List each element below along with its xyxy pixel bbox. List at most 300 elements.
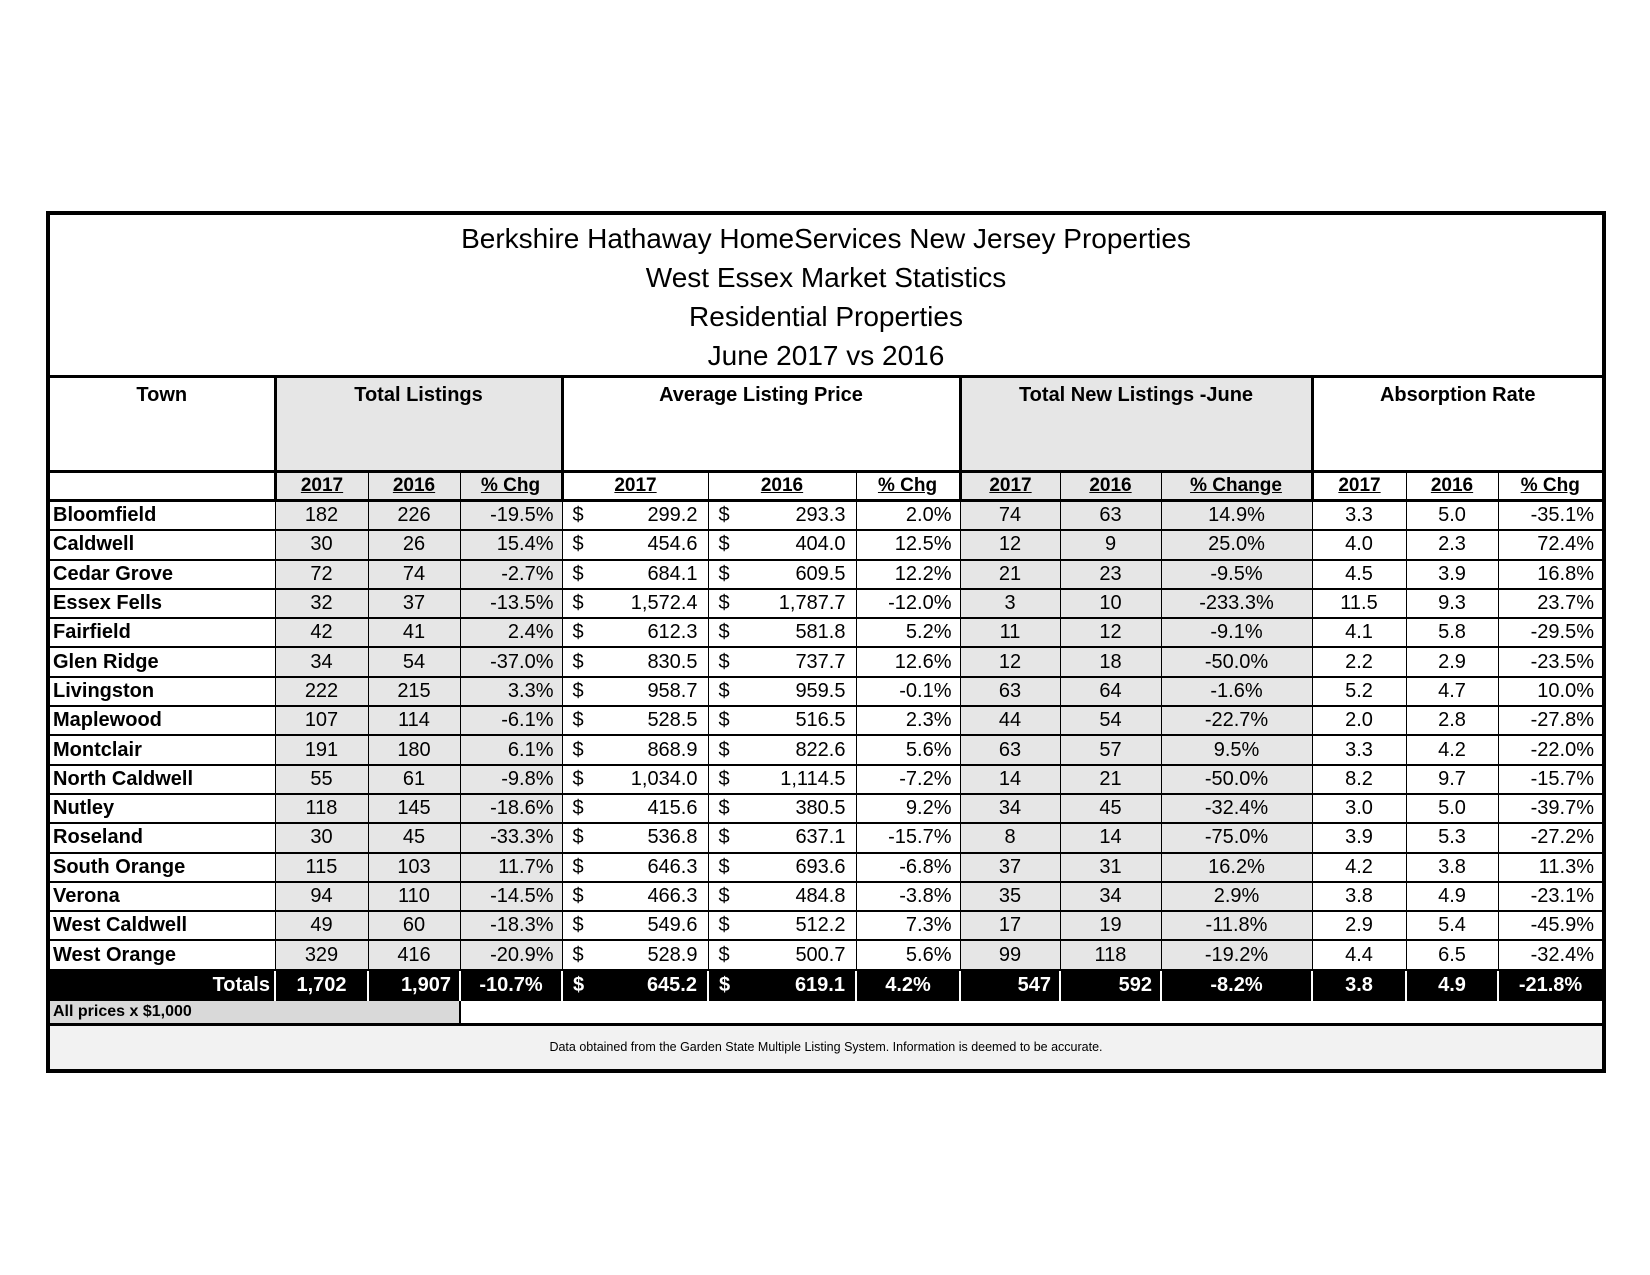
- absorption-2017: 3.9: [1312, 823, 1406, 852]
- table-row: [50, 911, 1602, 940]
- town-name: Verona: [50, 882, 275, 911]
- subheader-nl-2017: 2017: [960, 472, 1060, 501]
- absorption-chg: -22.0%: [1498, 735, 1602, 764]
- avg-price-2017-value: 958.7: [647, 679, 698, 702]
- table-row: [50, 735, 1602, 764]
- totals-tl-2017: 1,702: [275, 970, 368, 1001]
- absorption-2016: 9.7: [1406, 765, 1498, 794]
- avg-price-2017: [562, 618, 708, 647]
- avg-price-2016: [708, 501, 856, 531]
- total-listings-2016: 26: [368, 530, 460, 559]
- new-listings-change: -1.6%: [1161, 677, 1312, 706]
- new-listings-2017: 3: [960, 589, 1060, 618]
- total-listings-2016: 226: [368, 501, 460, 531]
- absorption-chg: -29.5%: [1498, 618, 1602, 647]
- avg-price-2016: [708, 794, 856, 823]
- totals-ap-2017-value: 645.2: [646, 974, 697, 997]
- totals-tl-chg: -10.7%: [460, 970, 562, 1001]
- group-header-town: Town: [50, 377, 275, 472]
- total-listings-chg: -19.5%: [460, 501, 562, 531]
- subheader-ap-2017: 2017: [562, 472, 708, 501]
- currency-symbol: $: [572, 592, 584, 615]
- total-listings-2017: 94: [275, 882, 368, 911]
- table-row: [50, 618, 1602, 647]
- avg-price-2016-value: 484.8: [795, 885, 846, 907]
- currency-symbol: $: [718, 826, 730, 849]
- new-listings-change: 14.9%: [1161, 501, 1312, 531]
- totals-ar-2016: 4.9: [1406, 970, 1498, 1001]
- avg-price-2016-value: 959.5: [795, 679, 846, 702]
- subheader-nl-change: % Change: [1161, 472, 1312, 501]
- avg-price-2016: [708, 765, 856, 794]
- total-listings-2017: 30: [275, 823, 368, 852]
- new-listings-2017: 12: [960, 530, 1060, 559]
- town-name: Caldwell: [50, 530, 275, 559]
- absorption-2017: 11.5: [1312, 589, 1406, 618]
- avg-price-chg: 2.0%: [856, 501, 960, 531]
- absorption-2017: 4.1: [1312, 618, 1406, 647]
- absorption-2016: 5.0: [1406, 794, 1498, 823]
- avg-price-2017-value: 454.6: [647, 533, 698, 556]
- total-listings-chg: 6.1%: [460, 735, 562, 764]
- currency-symbol: $: [572, 914, 584, 937]
- currency-symbol: $: [572, 885, 584, 907]
- avg-price-2017: [562, 589, 708, 618]
- table-row: [50, 677, 1602, 706]
- total-listings-2016: 61: [368, 765, 460, 794]
- town-name: Nutley: [50, 794, 275, 823]
- avg-price-2016: [708, 823, 856, 852]
- avg-price-2017-value: 528.5: [647, 709, 698, 732]
- total-listings-chg: 11.7%: [460, 853, 562, 882]
- absorption-2016: 5.0: [1406, 501, 1498, 531]
- avg-price-2016: [708, 882, 856, 911]
- new-listings-change: -50.0%: [1161, 765, 1312, 794]
- currency-symbol: $: [572, 797, 584, 820]
- currency-symbol: $: [718, 621, 730, 644]
- table-row: [50, 794, 1602, 823]
- total-listings-2017: 72: [275, 560, 368, 589]
- total-listings-2016: 145: [368, 794, 460, 823]
- town-name: Essex Fells: [50, 589, 275, 618]
- total-listings-2017: 30: [275, 530, 368, 559]
- absorption-chg: 10.0%: [1498, 677, 1602, 706]
- new-listings-change: 2.9%: [1161, 882, 1312, 911]
- new-listings-2016: 10: [1060, 589, 1161, 618]
- currency-symbol: $: [572, 562, 584, 585]
- avg-price-2017-value: 549.6: [647, 914, 698, 937]
- absorption-chg: 16.8%: [1498, 560, 1602, 589]
- currency-symbol: $: [572, 826, 584, 849]
- absorption-chg: -35.1%: [1498, 501, 1602, 531]
- town-name: Roseland: [50, 823, 275, 852]
- avg-price-2016: [708, 647, 856, 676]
- avg-price-2017-value: 299.2: [647, 504, 698, 527]
- town-name: Cedar Grove: [50, 560, 275, 589]
- new-listings-change: -32.4%: [1161, 794, 1312, 823]
- new-listings-2017: 63: [960, 735, 1060, 764]
- currency-symbol: $: [573, 974, 585, 997]
- avg-price-2017-value: 1,572.4: [630, 592, 698, 615]
- new-listings-2016: 18: [1060, 647, 1161, 676]
- town-name: Montclair: [50, 735, 275, 764]
- avg-price-2017: [562, 560, 708, 589]
- avg-price-2016-value: 380.5: [795, 797, 846, 820]
- totals-row: [50, 970, 1602, 1001]
- currency-symbol: $: [718, 562, 730, 585]
- avg-price-2017-value: 1,034.0: [630, 767, 698, 790]
- total-listings-2016: 54: [368, 647, 460, 676]
- avg-price-2017: [562, 794, 708, 823]
- avg-price-chg: 5.2%: [856, 618, 960, 647]
- avg-price-chg: 12.5%: [856, 530, 960, 559]
- new-listings-2016: 118: [1060, 940, 1161, 969]
- table-row: [50, 853, 1602, 882]
- subheader-ap-2016: 2016: [708, 472, 856, 501]
- currency-symbol: $: [718, 504, 730, 527]
- avg-price-chg: -6.8%: [856, 853, 960, 882]
- new-listings-change: 16.2%: [1161, 853, 1312, 882]
- title-region: West Essex Market Statistics: [645, 262, 1007, 293]
- total-listings-2016: 114: [368, 706, 460, 735]
- currency-symbol: $: [718, 797, 730, 820]
- avg-price-2017: [562, 823, 708, 852]
- total-listings-chg: -20.9%: [460, 940, 562, 969]
- avg-price-2017-value: 536.8: [647, 826, 698, 849]
- subheader-tl-chg: % Chg: [460, 472, 562, 501]
- new-listings-2017: 74: [960, 501, 1060, 531]
- totals-label: Totals: [50, 970, 275, 1001]
- total-listings-chg: -18.6%: [460, 794, 562, 823]
- absorption-chg: -23.1%: [1498, 882, 1602, 911]
- totals-ar-chg: -21.8%: [1498, 970, 1602, 1001]
- avg-price-chg: -3.8%: [856, 882, 960, 911]
- avg-price-2017-value: 684.1: [647, 562, 698, 585]
- new-listings-2016: 63: [1060, 501, 1161, 531]
- avg-price-2017-value: 466.3: [647, 885, 698, 907]
- town-name: Fairfield: [50, 618, 275, 647]
- avg-price-chg: 12.2%: [856, 560, 960, 589]
- subheader-tl-2017: 2017: [275, 472, 368, 501]
- avg-price-2016-value: 637.1: [795, 826, 846, 849]
- town-name: Livingston: [50, 677, 275, 706]
- totals-ar-2017: 3.8: [1312, 970, 1406, 1001]
- town-name: South Orange: [50, 853, 275, 882]
- new-listings-change: -75.0%: [1161, 823, 1312, 852]
- total-listings-chg: 3.3%: [460, 677, 562, 706]
- currency-symbol: $: [572, 738, 584, 761]
- new-listings-2016: 21: [1060, 765, 1161, 794]
- total-listings-2017: 55: [275, 765, 368, 794]
- absorption-2017: 2.0: [1312, 706, 1406, 735]
- absorption-2016: 4.2: [1406, 735, 1498, 764]
- total-listings-2016: 103: [368, 853, 460, 882]
- absorption-chg: -15.7%: [1498, 765, 1602, 794]
- total-listings-chg: -14.5%: [460, 882, 562, 911]
- absorption-2017: 2.2: [1312, 647, 1406, 676]
- new-listings-2017: 21: [960, 560, 1060, 589]
- absorption-chg: 72.4%: [1498, 530, 1602, 559]
- avg-price-chg: 9.2%: [856, 794, 960, 823]
- total-listings-2016: 180: [368, 735, 460, 764]
- avg-price-chg: 12.6%: [856, 647, 960, 676]
- avg-price-2016: [708, 735, 856, 764]
- absorption-2017: 5.2: [1312, 677, 1406, 706]
- total-listings-2016: 110: [368, 882, 460, 911]
- totals-ap-2016-value: 619.1: [794, 974, 845, 997]
- new-listings-change: -19.2%: [1161, 940, 1312, 969]
- currency-symbol: $: [718, 709, 730, 732]
- group-header-absorption-rate: Absorption Rate: [1312, 377, 1602, 472]
- new-listings-2017: 14: [960, 765, 1060, 794]
- avg-price-2016: [708, 677, 856, 706]
- new-listings-2016: 64: [1060, 677, 1161, 706]
- new-listings-change: -22.7%: [1161, 706, 1312, 735]
- new-listings-2017: 37: [960, 853, 1060, 882]
- total-listings-2017: 107: [275, 706, 368, 735]
- absorption-2016: 5.8: [1406, 618, 1498, 647]
- currency-symbol: $: [718, 650, 730, 673]
- total-listings-2016: 60: [368, 911, 460, 940]
- total-listings-2017: 32: [275, 589, 368, 618]
- table-row: [50, 501, 1602, 531]
- new-listings-2017: 8: [960, 823, 1060, 852]
- title-company: Berkshire Hathaway HomeServices New Jersey Properties: [461, 223, 1191, 254]
- currency-symbol: $: [718, 855, 730, 878]
- avg-price-2016: [708, 940, 856, 969]
- new-listings-change: 25.0%: [1161, 530, 1312, 559]
- avg-price-2017: [562, 530, 708, 559]
- avg-price-2017: [562, 765, 708, 794]
- group-header-total-listings: Total Listings: [275, 377, 562, 472]
- absorption-chg: -23.5%: [1498, 647, 1602, 676]
- new-listings-2016: 19: [1060, 911, 1161, 940]
- column-subheaders: [50, 472, 1602, 501]
- note-blank: [460, 1001, 1602, 1025]
- absorption-2017: 4.2: [1312, 853, 1406, 882]
- currency-symbol: $: [718, 885, 730, 907]
- avg-price-2016-value: 516.5: [795, 709, 846, 732]
- absorption-chg: -32.4%: [1498, 940, 1602, 969]
- new-listings-2016: 9: [1060, 530, 1161, 559]
- avg-price-2017: [562, 940, 708, 969]
- currency-symbol: $: [572, 621, 584, 644]
- price-units-note: All prices x $1,000: [50, 1001, 460, 1025]
- subheader-ar-2017: 2017: [1312, 472, 1406, 501]
- table-row: [50, 530, 1602, 559]
- avg-price-2016-value: 404.0: [795, 533, 846, 556]
- avg-price-2017: [562, 882, 708, 911]
- avg-price-2016-value: 581.8: [795, 621, 846, 644]
- new-listings-change: -11.8%: [1161, 911, 1312, 940]
- absorption-chg: -39.7%: [1498, 794, 1602, 823]
- title-category: Residential Properties: [689, 301, 963, 332]
- avg-price-2017: [562, 501, 708, 531]
- total-listings-2016: 74: [368, 560, 460, 589]
- total-listings-2017: 42: [275, 618, 368, 647]
- avg-price-2017: [562, 677, 708, 706]
- town-rows: [50, 501, 1602, 970]
- avg-price-chg: -12.0%: [856, 589, 960, 618]
- avg-price-chg: 5.6%: [856, 940, 960, 969]
- absorption-2016: 5.4: [1406, 911, 1498, 940]
- total-listings-chg: -9.8%: [460, 765, 562, 794]
- town-name: West Caldwell: [50, 911, 275, 940]
- subheader-tl-2016: 2016: [368, 472, 460, 501]
- new-listings-2016: 34: [1060, 882, 1161, 911]
- currency-symbol: $: [718, 943, 730, 966]
- currency-symbol: $: [718, 767, 730, 790]
- absorption-2017: 3.8: [1312, 882, 1406, 911]
- group-header-average-listing-price: Average Listing Price: [562, 377, 960, 472]
- subheader-ar-chg: % Chg: [1498, 472, 1602, 501]
- absorption-2017: 3.3: [1312, 501, 1406, 531]
- totals-ap-chg: 4.2%: [856, 970, 960, 1001]
- avg-price-2016-value: 500.7: [795, 943, 846, 966]
- absorption-chg: -27.2%: [1498, 823, 1602, 852]
- new-listings-2017: 99: [960, 940, 1060, 969]
- currency-symbol: $: [718, 914, 730, 937]
- avg-price-2016-value: 1,787.7: [778, 592, 846, 615]
- new-listings-2016: 12: [1060, 618, 1161, 647]
- currency-symbol: $: [719, 974, 731, 997]
- totals-ap-2017: [562, 970, 708, 1001]
- total-listings-2017: 115: [275, 853, 368, 882]
- new-listings-change: -233.3%: [1161, 589, 1312, 618]
- currency-symbol: $: [718, 533, 730, 556]
- total-listings-2016: 41: [368, 618, 460, 647]
- town-name: Glen Ridge: [50, 647, 275, 676]
- avg-price-2016-value: 693.6: [795, 855, 846, 878]
- currency-symbol: $: [572, 767, 584, 790]
- new-listings-2017: 63: [960, 677, 1060, 706]
- table-row: [50, 560, 1602, 589]
- new-listings-2016: 57: [1060, 735, 1161, 764]
- currency-symbol: $: [572, 504, 584, 527]
- absorption-2016: 5.3: [1406, 823, 1498, 852]
- table-row: [50, 706, 1602, 735]
- absorption-2017: 2.9: [1312, 911, 1406, 940]
- total-listings-2017: 191: [275, 735, 368, 764]
- absorption-2017: 3.3: [1312, 735, 1406, 764]
- avg-price-2017: [562, 647, 708, 676]
- currency-symbol: $: [572, 943, 584, 966]
- total-listings-chg: 2.4%: [460, 618, 562, 647]
- table-row: [50, 589, 1602, 618]
- currency-symbol: $: [572, 709, 584, 732]
- new-listings-2017: 34: [960, 794, 1060, 823]
- total-listings-2017: 118: [275, 794, 368, 823]
- absorption-chg: -27.8%: [1498, 706, 1602, 735]
- avg-price-2017-value: 612.3: [647, 621, 698, 644]
- avg-price-2017: [562, 706, 708, 735]
- avg-price-2017-value: 646.3: [647, 855, 698, 878]
- total-listings-chg: 15.4%: [460, 530, 562, 559]
- avg-price-2016-value: 609.5: [795, 562, 846, 585]
- title-period: June 2017 vs 2016: [707, 340, 945, 371]
- subheader-ar-2016: 2016: [1406, 472, 1498, 501]
- total-listings-2017: 182: [275, 501, 368, 531]
- new-listings-change: -9.1%: [1161, 618, 1312, 647]
- new-listings-2017: 44: [960, 706, 1060, 735]
- currency-symbol: $: [572, 679, 584, 702]
- avg-price-2017: [562, 853, 708, 882]
- subheader-ap-chg: % Chg: [856, 472, 960, 501]
- table-row: [50, 647, 1602, 676]
- avg-price-chg: 5.6%: [856, 735, 960, 764]
- subheader-blank: [50, 472, 275, 501]
- total-listings-2016: 416: [368, 940, 460, 969]
- avg-price-2016: [708, 618, 856, 647]
- total-listings-2016: 37: [368, 589, 460, 618]
- absorption-2017: 4.0: [1312, 530, 1406, 559]
- avg-price-2016: [708, 911, 856, 940]
- new-listings-change: -50.0%: [1161, 647, 1312, 676]
- totals-nl-change: -8.2%: [1161, 970, 1312, 1001]
- new-listings-change: 9.5%: [1161, 735, 1312, 764]
- total-listings-2017: 222: [275, 677, 368, 706]
- avg-price-chg: 2.3%: [856, 706, 960, 735]
- total-listings-chg: -33.3%: [460, 823, 562, 852]
- totals-ap-2016: [708, 970, 856, 1001]
- report-title: [50, 215, 1602, 377]
- avg-price-2016: [708, 530, 856, 559]
- new-listings-2017: 11: [960, 618, 1060, 647]
- avg-price-2016: [708, 560, 856, 589]
- avg-price-2016: [708, 589, 856, 618]
- new-listings-2016: 14: [1060, 823, 1161, 852]
- group-header-total-new-listings: Total New Listings -June: [960, 377, 1312, 472]
- data-source-note: Data obtained from the Garden State Multiple Listing System. Information is deemed to be accurate.: [50, 1024, 1602, 1069]
- absorption-chg: -45.9%: [1498, 911, 1602, 940]
- avg-price-2017: [562, 911, 708, 940]
- avg-price-2016-value: 512.2: [795, 914, 846, 937]
- currency-symbol: $: [718, 679, 730, 702]
- new-listings-2017: 17: [960, 911, 1060, 940]
- new-listings-2016: 31: [1060, 853, 1161, 882]
- town-name: West Orange: [50, 940, 275, 969]
- currency-symbol: $: [572, 650, 584, 673]
- absorption-2016: 4.7: [1406, 677, 1498, 706]
- new-listings-2017: 12: [960, 647, 1060, 676]
- town-name: Bloomfield: [50, 501, 275, 531]
- avg-price-chg: -15.7%: [856, 823, 960, 852]
- new-listings-2016: 23: [1060, 560, 1161, 589]
- avg-price-chg: 7.3%: [856, 911, 960, 940]
- absorption-2017: 4.5: [1312, 560, 1406, 589]
- table-row: [50, 940, 1602, 969]
- avg-price-2016-value: 737.7: [795, 650, 846, 673]
- total-listings-chg: -6.1%: [460, 706, 562, 735]
- totals-nl-2016: 592: [1060, 970, 1161, 1001]
- currency-symbol: $: [572, 855, 584, 878]
- avg-price-2017-value: 528.9: [647, 943, 698, 966]
- avg-price-chg: -0.1%: [856, 677, 960, 706]
- absorption-chg: 23.7%: [1498, 589, 1602, 618]
- avg-price-chg: -7.2%: [856, 765, 960, 794]
- avg-price-2017-value: 830.5: [647, 650, 698, 673]
- absorption-2017: 4.4: [1312, 940, 1406, 969]
- avg-price-2016-value: 822.6: [795, 738, 846, 761]
- absorption-2016: 2.9: [1406, 647, 1498, 676]
- new-listings-2017: 35: [960, 882, 1060, 911]
- currency-symbol: $: [718, 738, 730, 761]
- absorption-2016: 2.8: [1406, 706, 1498, 735]
- avg-price-2016-value: 1,114.5: [780, 767, 846, 790]
- total-listings-chg: -2.7%: [460, 560, 562, 589]
- new-listings-change: -9.5%: [1161, 560, 1312, 589]
- totals-nl-2017: 547: [960, 970, 1060, 1001]
